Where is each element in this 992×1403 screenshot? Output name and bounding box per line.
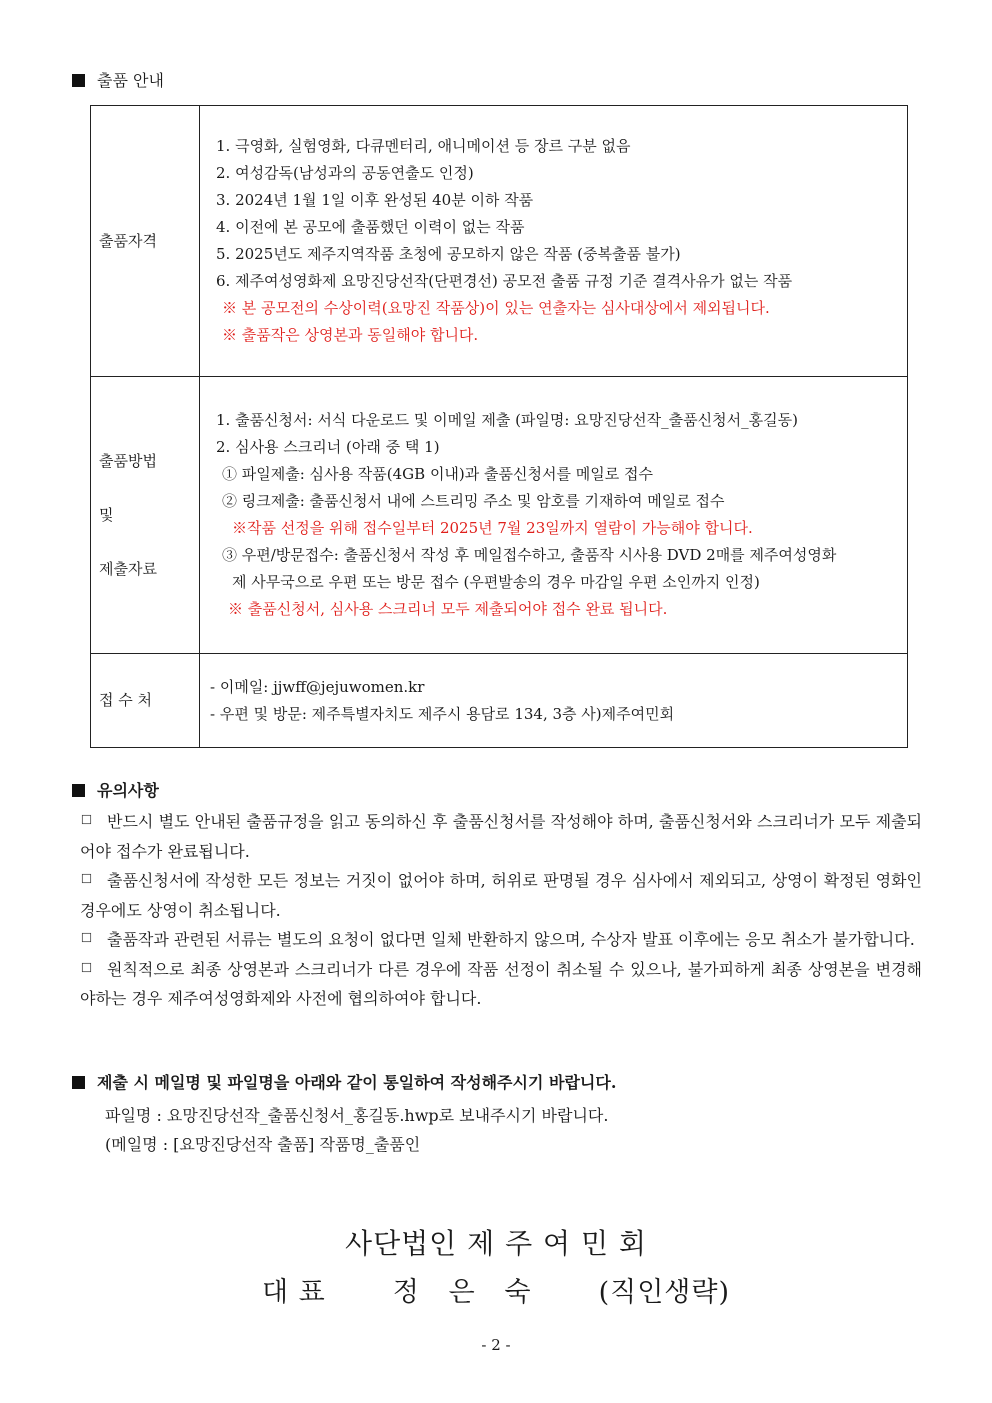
warning-note: ※작품 선정을 위해 접수일부터 2025년 7월 23일까지 열람이 가능해야 합니다.	[232, 519, 753, 537]
section-submit-heading: 제출 시 메일명 및 파일명을 아래와 같이 통일하여 작성해주시기 바랍니다.	[72, 1073, 616, 1093]
list-item: 1. 극영화, 실험영화, 다큐멘터리, 애니메이션 등 장르 구분 없음	[216, 137, 631, 155]
list-item: 3. 2024년 1월 1일 이후 완성된 40분 이하 작품	[216, 191, 534, 209]
list-item: 반드시 별도 안내된 출품규정을 읽고 동의하신 후 출품신청서를 작성해야 하며, 출품신청서와 스크리너가 모두 제출되어야 접수가 완료됩니다.	[80, 812, 922, 861]
list-item: 2. 심사용 스크리너 (아래 중 택 1)	[216, 438, 440, 456]
table-row	[91, 377, 908, 654]
list-item: 2. 여성감독(남성과의 공동연출도 인정)	[216, 164, 474, 182]
contact-email: - 이메일: jjwff@jejuwomen.kr	[210, 677, 425, 696]
square-outline-bullet-icon	[82, 874, 91, 883]
square-bullet-icon	[72, 74, 85, 87]
contact-label: 접 수 처	[91, 654, 200, 748]
square-outline-bullet-icon	[82, 815, 91, 824]
warning-note: ※ 출품작은 상영본과 동일해야 합니다.	[222, 326, 479, 344]
list-item: 제 사무국으로 우편 또는 방문 접수 (우편발송의 경우 마감일 우편 소인까지 인정)	[232, 573, 760, 591]
list-item: 1. 출품신청서: 서식 다운로드 및 이메일 제출 (파일명: 요망진당선작_출품신청서_홍길동)	[216, 411, 798, 429]
page-number: - 2 -	[481, 1336, 511, 1354]
list-item: ① 파일제출: 심사용 작품(4GB 이내)과 출품신청서를 메일로 접수	[222, 465, 653, 483]
square-outline-bullet-icon	[82, 933, 91, 942]
organization-name: 사단법인 제 주 여 민 회	[345, 1227, 647, 1260]
list-item: 6. 제주여성영화제 요망진당선작(단편경선) 공모전 출품 규정 기준 결격사유가 없는 작품	[216, 272, 793, 290]
square-outline-bullet-icon	[82, 962, 91, 971]
list-item: 원칙적으로 최종 상영본과 스크리너가 다른 경우에 작품 선정이 취소될 수 있으나, 불가피하게 최종 상영본을 변경해야하는 경우 제주여성영화제와 사전에 협의하여야 합니다.	[80, 959, 922, 1008]
list-item: ② 링크제출: 출품신청서 내에 스트리밍 주소 및 암호를 기재하여 메일로 접수	[222, 492, 725, 510]
guide-table	[90, 105, 908, 748]
square-bullet-icon	[72, 1076, 85, 1089]
submit-instructions	[105, 1101, 608, 1159]
section-guide-heading: 출품 안내	[72, 71, 164, 91]
warning-note: ※ 본 공모전의 수상이력(요망진 작품상)이 있는 연출자는 심사대상에서 제외됩니다.	[222, 299, 770, 317]
filename-instruction: 파일명 : 요망진당선작_출품신청서_홍길동.hwp로 보내주시기 바랍니다.	[105, 1106, 609, 1125]
table-row	[91, 106, 908, 377]
contact-content	[200, 654, 908, 748]
list-item: 출품작과 관련된 서류는 별도의 요청이 없다면 일체 반환하지 않으며, 수상자 발표 이후에는 응모 취소가 불가합니다.	[80, 925, 922, 955]
representative-line: 대 표 정 은 숙 (직인생략)	[261, 1277, 731, 1308]
list-item: ③ 우편/방문접수: 출품신청서 작성 후 메일접수하고, 출품작 시사용 DVD 2매를 제주여성영화	[222, 546, 837, 564]
warning-note: ※ 출품신청서, 심사용 스크리너 모두 제출되어야 접수 완료 됩니다.	[228, 600, 668, 618]
method-label: 출품방법 및 제출자료	[91, 377, 200, 654]
section-notes-heading: 유의사항	[72, 781, 159, 801]
list-item: 출품신청서에 작성한 모든 정보는 거짓이 없어야 하며, 허위로 판명될 경우 심사에서 제외되고, 상영이 확정된 영화인 경우에도 상영이 취소됩니다.	[80, 871, 922, 920]
eligibility-content	[200, 106, 908, 377]
notes-list	[80, 807, 922, 1014]
contact-address: - 우편 및 방문: 제주특별자치도 제주시 용담로 134, 3층 사)제주여민회	[210, 704, 675, 723]
eligibility-label: 출품자격	[91, 106, 200, 377]
square-bullet-icon	[72, 784, 85, 797]
method-content	[200, 377, 908, 654]
mailname-instruction: (메일명 : [요망진당선작 출품] 작품명_출품인	[105, 1135, 421, 1154]
list-item: 4. 이전에 본 공모에 출품했던 이력이 없는 작품	[216, 218, 525, 236]
list-item: 5. 2025년도 제주지역작품 초청에 공모하지 않은 작품 (중복출품 불가)	[216, 245, 681, 263]
table-row	[91, 654, 908, 748]
